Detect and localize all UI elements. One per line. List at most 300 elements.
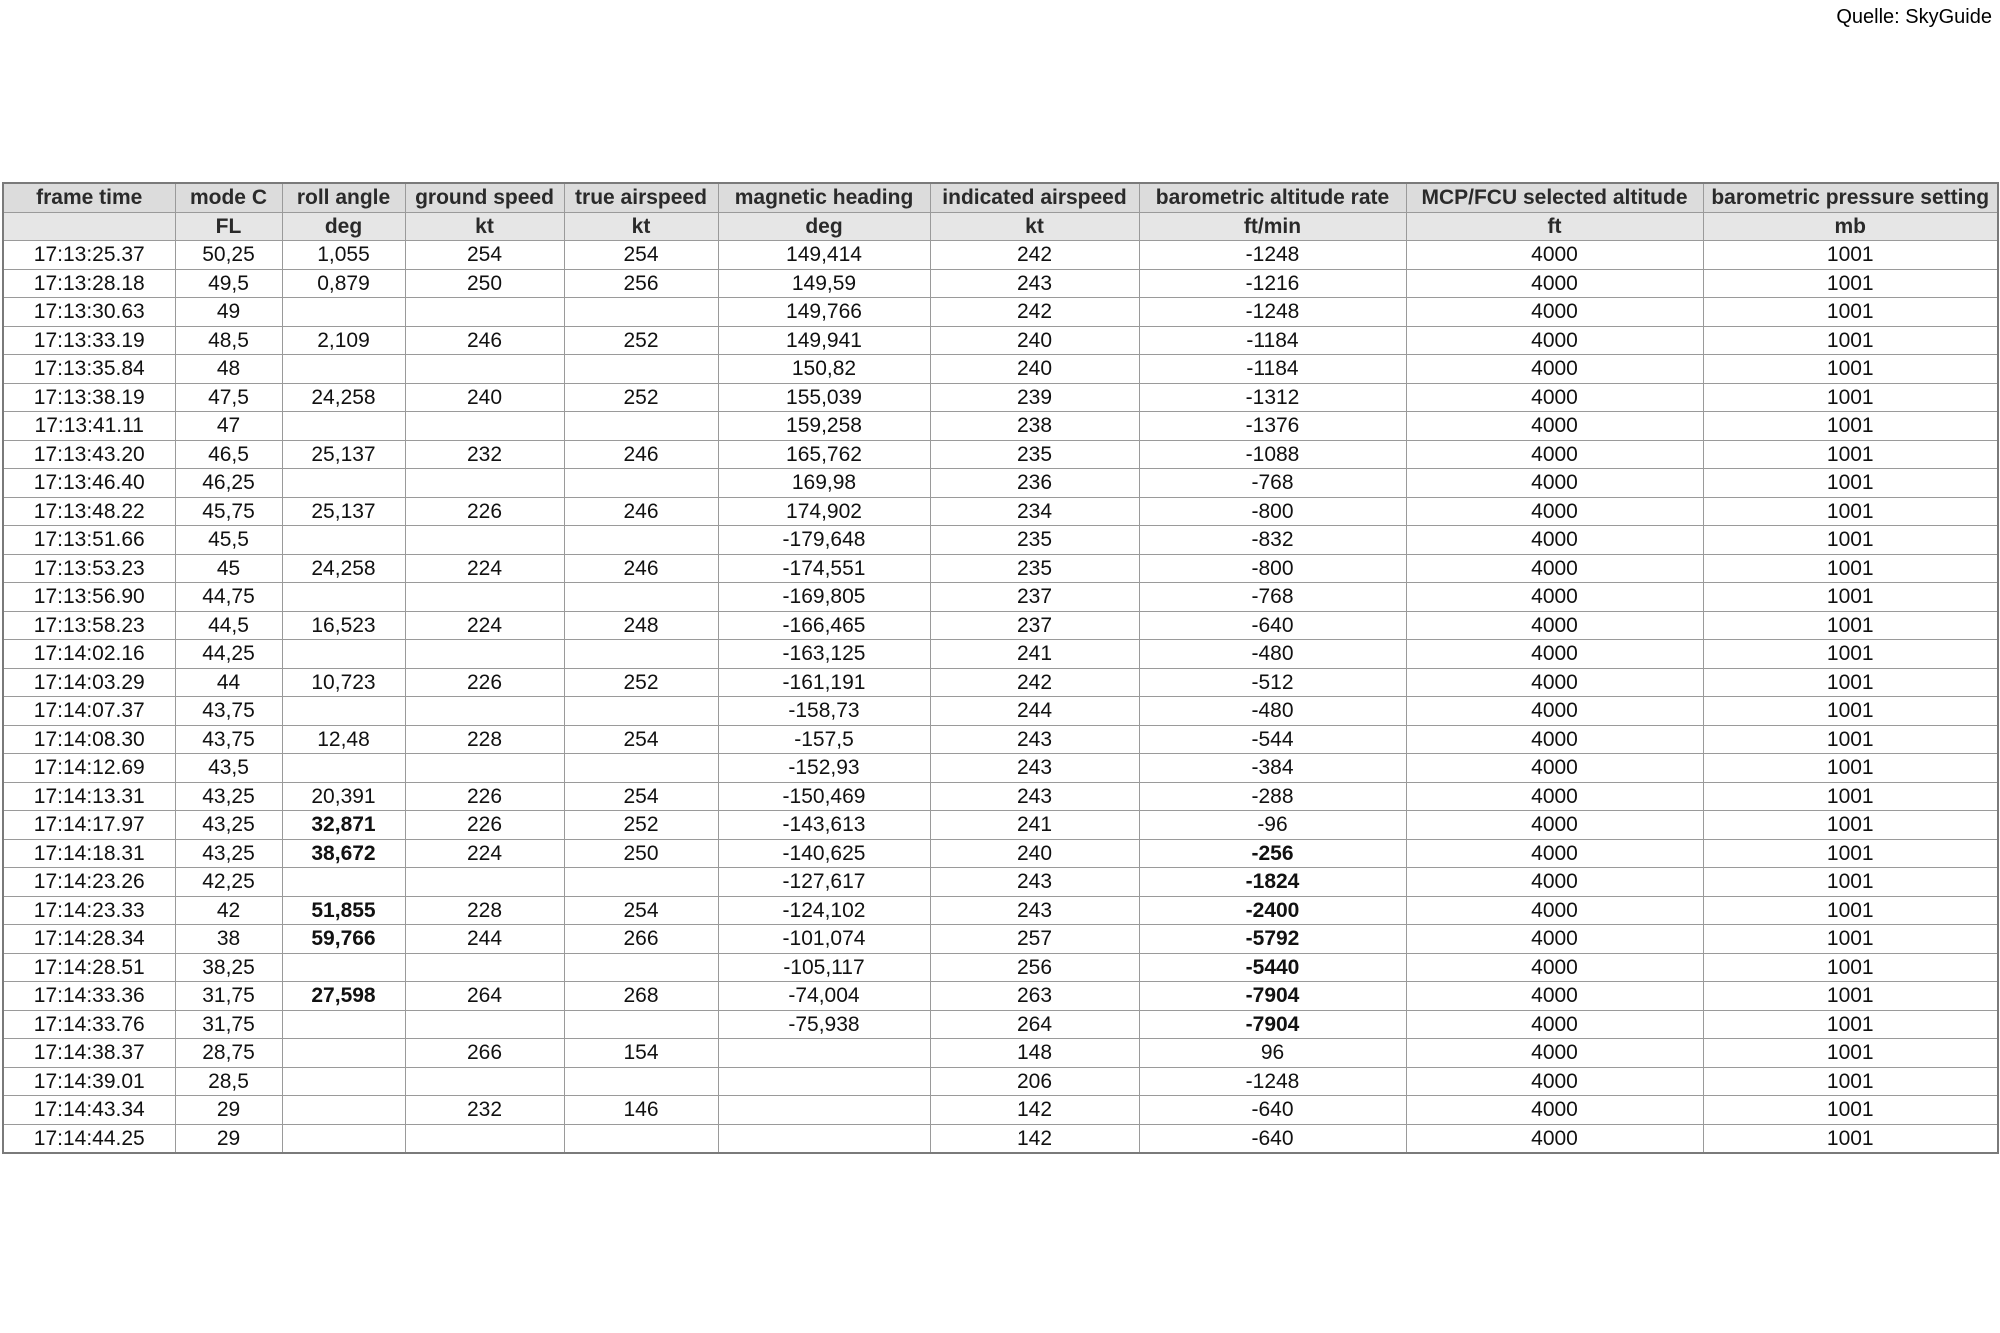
table-cell <box>564 1010 718 1039</box>
table-cell: 266 <box>564 925 718 954</box>
table-cell: 17:14:33.36 <box>3 982 175 1011</box>
table-cell <box>405 583 564 612</box>
table-cell: 254 <box>564 896 718 925</box>
table-cell: 17:13:51.66 <box>3 526 175 555</box>
table-cell: -163,125 <box>718 640 930 669</box>
table-cell: 257 <box>930 925 1139 954</box>
table-cell: -157,5 <box>718 725 930 754</box>
table-cell: 4000 <box>1406 526 1703 555</box>
table-cell: 1001 <box>1703 355 1998 384</box>
table-cell: -480 <box>1139 640 1406 669</box>
table-cell: -512 <box>1139 668 1406 697</box>
table-row <box>3 412 1998 441</box>
table-cell: 1001 <box>1703 868 1998 897</box>
table-cell: 246 <box>564 497 718 526</box>
table-cell: 248 <box>564 611 718 640</box>
table-cell: 4000 <box>1406 811 1703 840</box>
table-cell: 17:14:39.01 <box>3 1067 175 1096</box>
table-cell: 169,98 <box>718 469 930 498</box>
table-cell: -288 <box>1139 782 1406 811</box>
table-cell: 243 <box>930 896 1139 925</box>
table-cell: 228 <box>405 896 564 925</box>
source-credit: Quelle: SkyGuide <box>1836 6 1992 28</box>
table-row <box>3 611 1998 640</box>
table-cell: 4000 <box>1406 326 1703 355</box>
table-cell: 45,75 <box>175 497 282 526</box>
table-cell: 49,5 <box>175 269 282 298</box>
table-cell <box>564 412 718 441</box>
table-cell: -480 <box>1139 697 1406 726</box>
table-cell: 4000 <box>1406 497 1703 526</box>
table-cell: 2,109 <box>282 326 405 355</box>
table-cell: 49 <box>175 298 282 327</box>
table-cell <box>564 640 718 669</box>
table-cell: 241 <box>930 640 1139 669</box>
table-cell: 17:14:03.29 <box>3 668 175 697</box>
table-cell: 206 <box>930 1067 1139 1096</box>
column-unit: ft <box>1406 212 1703 241</box>
table-cell: 17:14:43.34 <box>3 1096 175 1125</box>
table-cell: -1248 <box>1139 298 1406 327</box>
column-unit-row <box>3 212 1998 241</box>
table-cell: 4000 <box>1406 697 1703 726</box>
table-cell: 47 <box>175 412 282 441</box>
table-cell: 263 <box>930 982 1139 1011</box>
table-cell: -2400 <box>1139 896 1406 925</box>
table-cell: 17:14:23.33 <box>3 896 175 925</box>
table-cell: 226 <box>405 668 564 697</box>
table-cell <box>282 1039 405 1068</box>
column-header: mode C <box>175 183 282 212</box>
table-cell: -96 <box>1139 811 1406 840</box>
table-cell: 31,75 <box>175 1010 282 1039</box>
table-cell <box>282 953 405 982</box>
table-cell: -5792 <box>1139 925 1406 954</box>
table-cell: 254 <box>564 241 718 270</box>
table-cell: 165,762 <box>718 440 930 469</box>
table-cell: -800 <box>1139 497 1406 526</box>
table-cell: 17:14:38.37 <box>3 1039 175 1068</box>
table-cell: -179,648 <box>718 526 930 555</box>
table-cell: -5440 <box>1139 953 1406 982</box>
table-cell: 235 <box>930 440 1139 469</box>
table-cell: 17:13:46.40 <box>3 469 175 498</box>
table-cell <box>564 953 718 982</box>
table-cell: 1001 <box>1703 896 1998 925</box>
column-header: frame time <box>3 183 175 212</box>
table-row <box>3 526 1998 555</box>
table-cell: 1001 <box>1703 725 1998 754</box>
table-cell: 252 <box>564 668 718 697</box>
table-cell: 43,25 <box>175 839 282 868</box>
table-cell <box>564 868 718 897</box>
table-cell: 47,5 <box>175 383 282 412</box>
table-cell: 142 <box>930 1096 1139 1125</box>
table-cell: 46,25 <box>175 469 282 498</box>
table-cell: 48,5 <box>175 326 282 355</box>
table-cell: 1001 <box>1703 953 1998 982</box>
table-cell: -75,938 <box>718 1010 930 1039</box>
table-cell: 242 <box>930 241 1139 270</box>
table-cell: 50,25 <box>175 241 282 270</box>
table-cell: 243 <box>930 754 1139 783</box>
column-unit: kt <box>564 212 718 241</box>
table-cell: 44 <box>175 668 282 697</box>
table-row <box>3 697 1998 726</box>
table-cell: -7904 <box>1139 982 1406 1011</box>
table-cell <box>282 526 405 555</box>
table-cell: 44,25 <box>175 640 282 669</box>
table-cell: 240 <box>405 383 564 412</box>
table-cell: 17:14:08.30 <box>3 725 175 754</box>
column-unit: FL <box>175 212 282 241</box>
table-cell: 244 <box>930 697 1139 726</box>
table-cell <box>282 469 405 498</box>
table-cell: 17:14:18.31 <box>3 839 175 868</box>
table-header <box>3 183 1998 241</box>
table-cell: 17:14:02.16 <box>3 640 175 669</box>
table-cell: -640 <box>1139 1124 1406 1153</box>
table-cell: 43,25 <box>175 782 282 811</box>
table-cell: -800 <box>1139 554 1406 583</box>
table-cell: 254 <box>564 782 718 811</box>
table-cell: 224 <box>405 554 564 583</box>
table-cell: 4000 <box>1406 611 1703 640</box>
table-cell: 242 <box>930 298 1139 327</box>
table-cell: 149,414 <box>718 241 930 270</box>
table-cell: 17:13:53.23 <box>3 554 175 583</box>
table-cell: 244 <box>405 925 564 954</box>
table-cell: 4000 <box>1406 554 1703 583</box>
table-cell: 149,766 <box>718 298 930 327</box>
table-cell: 17:13:38.19 <box>3 383 175 412</box>
table-cell: 96 <box>1139 1039 1406 1068</box>
table-row <box>3 554 1998 583</box>
table-cell: 1001 <box>1703 925 1998 954</box>
table-cell: 17:14:44.25 <box>3 1124 175 1153</box>
table-cell: -1248 <box>1139 241 1406 270</box>
table-cell: 4000 <box>1406 982 1703 1011</box>
table-cell: 226 <box>405 811 564 840</box>
table-cell: 4000 <box>1406 583 1703 612</box>
table-cell: 1001 <box>1703 554 1998 583</box>
table-cell: -768 <box>1139 583 1406 612</box>
table-cell: -143,613 <box>718 811 930 840</box>
table-row <box>3 953 1998 982</box>
table-cell: 4000 <box>1406 269 1703 298</box>
table-cell: 17:14:12.69 <box>3 754 175 783</box>
table-cell: 4000 <box>1406 782 1703 811</box>
column-unit: kt <box>930 212 1139 241</box>
table-cell <box>564 754 718 783</box>
table-cell: 31,75 <box>175 982 282 1011</box>
table-cell <box>405 640 564 669</box>
table-cell: 17:13:48.22 <box>3 497 175 526</box>
table-cell: 17:14:33.76 <box>3 1010 175 1039</box>
table-cell: -832 <box>1139 526 1406 555</box>
table-row <box>3 1067 1998 1096</box>
table-cell: 246 <box>405 326 564 355</box>
column-unit <box>3 212 175 241</box>
column-header: indicated airspeed <box>930 183 1139 212</box>
table-cell: 27,598 <box>282 982 405 1011</box>
table-cell: 25,137 <box>282 440 405 469</box>
table-cell: 266 <box>405 1039 564 1068</box>
table-cell: 17:13:28.18 <box>3 269 175 298</box>
table-row <box>3 782 1998 811</box>
table-cell: 1001 <box>1703 497 1998 526</box>
table-row <box>3 269 1998 298</box>
table-cell: 17:13:30.63 <box>3 298 175 327</box>
column-header: magnetic heading <box>718 183 930 212</box>
table-cell: 237 <box>930 611 1139 640</box>
table-cell <box>405 298 564 327</box>
table-cell: 0,879 <box>282 269 405 298</box>
table-cell: 1001 <box>1703 839 1998 868</box>
column-unit: mb <box>1703 212 1998 241</box>
table-cell: 150,82 <box>718 355 930 384</box>
table-cell: 17:13:35.84 <box>3 355 175 384</box>
table-cell: 1001 <box>1703 697 1998 726</box>
table-cell: -384 <box>1139 754 1406 783</box>
table-cell: 17:13:25.37 <box>3 241 175 270</box>
table-cell: 38,25 <box>175 953 282 982</box>
table-cell <box>282 298 405 327</box>
table-cell: 142 <box>930 1124 1139 1153</box>
table-cell: 4000 <box>1406 383 1703 412</box>
table-cell <box>564 469 718 498</box>
table-cell: -127,617 <box>718 868 930 897</box>
table-cell: 46,5 <box>175 440 282 469</box>
table-cell: 237 <box>930 583 1139 612</box>
table-cell: 4000 <box>1406 925 1703 954</box>
table-cell: 4000 <box>1406 355 1703 384</box>
table-cell: 1001 <box>1703 440 1998 469</box>
table-cell <box>564 1067 718 1096</box>
table-cell: 20,391 <box>282 782 405 811</box>
table-cell <box>405 754 564 783</box>
table-cell: 24,258 <box>282 554 405 583</box>
table-cell: 17:13:33.19 <box>3 326 175 355</box>
table-cell <box>282 583 405 612</box>
table-cell <box>282 754 405 783</box>
table-cell: 38 <box>175 925 282 954</box>
table-cell <box>564 583 718 612</box>
table-cell: 4000 <box>1406 839 1703 868</box>
table-cell: 240 <box>930 355 1139 384</box>
table-cell: -256 <box>1139 839 1406 868</box>
table-cell: 17:13:43.20 <box>3 440 175 469</box>
table-cell: 232 <box>405 1096 564 1125</box>
table-cell: 4000 <box>1406 469 1703 498</box>
table-cell: 45 <box>175 554 282 583</box>
table-cell: 243 <box>930 269 1139 298</box>
table-cell: 224 <box>405 611 564 640</box>
table-row <box>3 355 1998 384</box>
table-cell: -101,074 <box>718 925 930 954</box>
table-cell: 17:14:17.97 <box>3 811 175 840</box>
table-cell: -150,469 <box>718 782 930 811</box>
table-row <box>3 982 1998 1011</box>
table-cell: 1001 <box>1703 982 1998 1011</box>
table-cell: 241 <box>930 811 1139 840</box>
table-cell <box>405 953 564 982</box>
column-unit: kt <box>405 212 564 241</box>
table-cell: 59,766 <box>282 925 405 954</box>
table-cell: 38,672 <box>282 839 405 868</box>
table-cell: 236 <box>930 469 1139 498</box>
table-cell: 243 <box>930 782 1139 811</box>
table-cell: 159,258 <box>718 412 930 441</box>
table-cell: 235 <box>930 554 1139 583</box>
table-cell: -161,191 <box>718 668 930 697</box>
table-cell: 256 <box>930 953 1139 982</box>
table-cell: 42,25 <box>175 868 282 897</box>
table-cell: 4000 <box>1406 754 1703 783</box>
table-cell: 48 <box>175 355 282 384</box>
table-cell: 44,75 <box>175 583 282 612</box>
table-cell: 4000 <box>1406 953 1703 982</box>
table-row <box>3 1010 1998 1039</box>
table-cell: 243 <box>930 725 1139 754</box>
table-cell: -166,465 <box>718 611 930 640</box>
table-row <box>3 440 1998 469</box>
table-cell: 12,48 <box>282 725 405 754</box>
table-cell: 25,137 <box>282 497 405 526</box>
table-cell: 264 <box>930 1010 1139 1039</box>
table-cell: 4000 <box>1406 896 1703 925</box>
table-cell: 17:14:13.31 <box>3 782 175 811</box>
table-cell: -124,102 <box>718 896 930 925</box>
table-row <box>3 925 1998 954</box>
table-cell: 149,941 <box>718 326 930 355</box>
table-cell: -105,117 <box>718 953 930 982</box>
table-cell <box>718 1039 930 1068</box>
table-cell <box>282 1124 405 1153</box>
table-cell: 239 <box>930 383 1139 412</box>
table-cell: -152,93 <box>718 754 930 783</box>
table-cell: -7904 <box>1139 1010 1406 1039</box>
table-cell: 29 <box>175 1096 282 1125</box>
table-cell <box>282 697 405 726</box>
table-cell: -1184 <box>1139 326 1406 355</box>
table-row <box>3 1124 1998 1153</box>
table-cell: 28,5 <box>175 1067 282 1096</box>
table-cell <box>405 469 564 498</box>
table-cell: 226 <box>405 497 564 526</box>
table-cell: 235 <box>930 526 1139 555</box>
table-cell <box>282 355 405 384</box>
table-cell: 234 <box>930 497 1139 526</box>
table-cell: 146 <box>564 1096 718 1125</box>
table-cell: 240 <box>930 326 1139 355</box>
table-cell <box>282 412 405 441</box>
table-cell <box>564 355 718 384</box>
table-row <box>3 839 1998 868</box>
table-cell <box>405 1124 564 1153</box>
table-cell: 232 <box>405 440 564 469</box>
table-cell: 4000 <box>1406 1124 1703 1153</box>
table-cell: 17:14:23.26 <box>3 868 175 897</box>
column-header: barometric pressure setting <box>1703 183 1998 212</box>
table-cell: -169,805 <box>718 583 930 612</box>
table-row <box>3 383 1998 412</box>
table-cell: -1088 <box>1139 440 1406 469</box>
table-cell <box>718 1124 930 1153</box>
table-row <box>3 868 1998 897</box>
table-cell: 254 <box>564 725 718 754</box>
table-cell: 17:14:07.37 <box>3 697 175 726</box>
table-cell: 1001 <box>1703 526 1998 555</box>
table-cell: 1001 <box>1703 668 1998 697</box>
table-cell: -544 <box>1139 725 1406 754</box>
table-row <box>3 811 1998 840</box>
table-cell: 10,723 <box>282 668 405 697</box>
column-unit: deg <box>718 212 930 241</box>
table-cell: 1001 <box>1703 269 1998 298</box>
table-row <box>3 754 1998 783</box>
table-cell <box>405 526 564 555</box>
table-cell: 155,039 <box>718 383 930 412</box>
table-cell: 1001 <box>1703 1096 1998 1125</box>
table-cell <box>718 1096 930 1125</box>
table-cell: 4000 <box>1406 1096 1703 1125</box>
table-cell: 250 <box>564 839 718 868</box>
table-cell: 4000 <box>1406 241 1703 270</box>
table-cell: 43,25 <box>175 811 282 840</box>
table-cell: 1001 <box>1703 583 1998 612</box>
table-cell: 174,902 <box>718 497 930 526</box>
table-cell: 246 <box>564 554 718 583</box>
table-cell: 1001 <box>1703 469 1998 498</box>
table-cell: 1001 <box>1703 383 1998 412</box>
table-cell: 149,59 <box>718 269 930 298</box>
column-header: true airspeed <box>564 183 718 212</box>
table-cell: 1001 <box>1703 811 1998 840</box>
table-cell <box>564 526 718 555</box>
table-cell: 4000 <box>1406 298 1703 327</box>
table-cell: -1216 <box>1139 269 1406 298</box>
table-cell: 240 <box>930 839 1139 868</box>
table-body <box>3 241 1998 1154</box>
table-cell: 1001 <box>1703 1039 1998 1068</box>
table-cell: 252 <box>564 811 718 840</box>
table-row <box>3 241 1998 270</box>
table-cell <box>282 1096 405 1125</box>
table-cell: 24,258 <box>282 383 405 412</box>
table-cell <box>564 1124 718 1153</box>
table-cell: 45,5 <box>175 526 282 555</box>
table-row <box>3 469 1998 498</box>
table-cell: 264 <box>405 982 564 1011</box>
table-cell: 43,5 <box>175 754 282 783</box>
table-cell: 154 <box>564 1039 718 1068</box>
table-cell: 1001 <box>1703 640 1998 669</box>
column-unit: deg <box>282 212 405 241</box>
table-cell: -158,73 <box>718 697 930 726</box>
table-cell: 17:14:28.34 <box>3 925 175 954</box>
flight-data-table <box>2 182 1999 1154</box>
table-row <box>3 640 1998 669</box>
table-cell: -640 <box>1139 1096 1406 1125</box>
table-cell: 242 <box>930 668 1139 697</box>
table-cell: 1001 <box>1703 1010 1998 1039</box>
table-row <box>3 326 1998 355</box>
table-cell: 1001 <box>1703 1124 1998 1153</box>
table-cell: -1376 <box>1139 412 1406 441</box>
table-cell: -74,004 <box>718 982 930 1011</box>
table-cell <box>405 1010 564 1039</box>
